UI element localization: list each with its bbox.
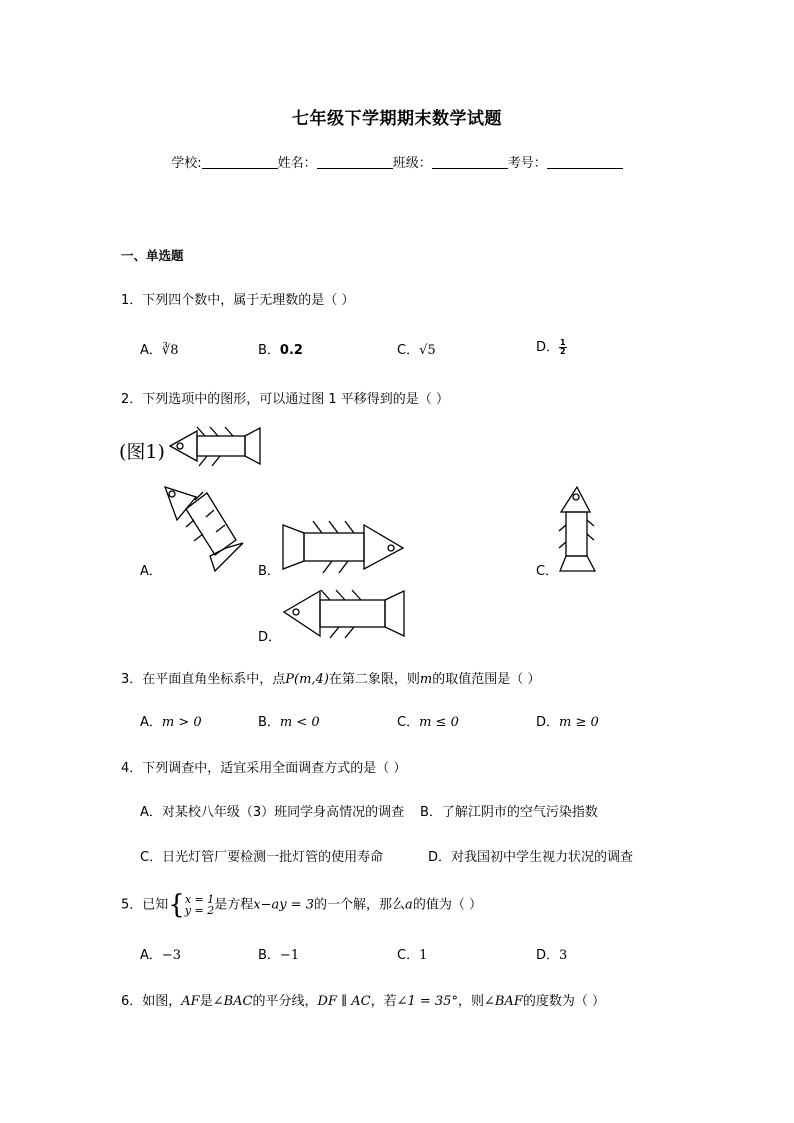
option-value: m < 0 — [279, 715, 320, 730]
option-label: C． — [397, 715, 420, 730]
equation-system — [185, 894, 214, 916]
q4-option-c[interactable]: C．日光灯管厂要检测一批灯管的使用寿命 — [140, 850, 384, 865]
math-angle: ∠BAF — [483, 994, 523, 1009]
math-angle: ∠1 = 35° — [396, 994, 458, 1009]
stem-text: 3．在平面直角坐标系中，点 — [121, 672, 286, 687]
fish-eye — [177, 443, 183, 449]
fish-tail — [560, 556, 595, 571]
option-label: D． — [536, 340, 560, 355]
system-line: y = 2 — [184, 904, 215, 917]
q3-stem — [121, 668, 540, 687]
q5-stem — [121, 890, 482, 920]
fish-body — [304, 533, 364, 561]
option-label: C． — [397, 343, 420, 358]
stem-text: 的平分线， — [252, 994, 318, 1009]
option-label: A． — [140, 715, 162, 730]
q6-stem — [121, 990, 605, 1009]
option-label: A． — [140, 948, 162, 963]
school-label: 学校: — [171, 156, 202, 171]
option-value: 0.2 — [279, 343, 303, 358]
fish-eye — [573, 494, 579, 500]
option-value: m ≥ 0 — [559, 715, 599, 730]
fish-head — [284, 591, 320, 636]
fraction-numerator: 1 — [560, 338, 566, 347]
fish-head — [364, 525, 403, 569]
option-value: √5 — [419, 343, 436, 358]
figure1-label: (图1) — [119, 441, 165, 463]
option-label: C． — [397, 948, 420, 963]
option-label: D． — [536, 948, 560, 963]
option-a-fish — [165, 487, 243, 571]
math-var: a — [405, 897, 413, 913]
option-value: −1 — [279, 948, 300, 963]
q5-option-a[interactable] — [140, 944, 181, 963]
q2-option-c-label[interactable]: C． — [536, 564, 559, 579]
stem-text: 的度数为（ ） — [522, 994, 605, 1009]
fraction-denominator: 2 — [560, 347, 566, 356]
stem-text: 5．已知 — [121, 897, 169, 913]
q3-option-d[interactable] — [536, 711, 599, 730]
class-label: 班级： — [392, 156, 432, 171]
stem-text: 是方程 — [214, 897, 254, 913]
fish-tail — [210, 543, 243, 571]
q4-option-d[interactable]: D．对我国初中学生视力状况的调查 — [428, 850, 634, 865]
q3-option-b[interactable] — [258, 711, 320, 730]
option-label: D． — [536, 715, 560, 730]
fish-eye — [169, 491, 175, 497]
fish-body — [566, 512, 587, 556]
name-label: 姓名： — [277, 156, 317, 171]
math-parallel: DF ∥ AC — [317, 994, 371, 1009]
fish-tail — [283, 525, 304, 569]
stem-text: 6．如图， — [121, 994, 182, 1009]
math-var: m — [419, 672, 433, 687]
q5-option-c[interactable] — [397, 944, 427, 963]
option-value: m ≤ 0 — [419, 715, 459, 730]
option-c-fish — [559, 487, 595, 571]
fish-tail — [385, 591, 404, 636]
option-b-fish — [283, 521, 403, 573]
q2-option-b-label[interactable]: B． — [258, 564, 280, 579]
q4-option-a[interactable]: A．对某校八年级（3）班同学身高情况的调查 — [140, 805, 405, 820]
section-heading: 一、单选题 — [121, 248, 184, 263]
option-value: 3 — [559, 948, 568, 963]
q4-option-b[interactable]: B．了解江阴市的空气污染指数 — [420, 805, 598, 820]
brace: { — [168, 890, 185, 920]
q2-option-d-label[interactable]: D． — [258, 630, 282, 645]
q5-option-b[interactable] — [258, 944, 299, 963]
figure1-fish — [170, 427, 260, 466]
math-angle: ∠BAC — [212, 994, 253, 1009]
fish-body — [320, 600, 385, 627]
fish-eye — [293, 609, 299, 615]
stem-text: ，则 — [457, 994, 484, 1009]
stem-text: 是 — [199, 994, 213, 1009]
option-label: A． — [140, 343, 162, 358]
q3-option-a[interactable] — [140, 711, 202, 730]
fish-body — [186, 493, 236, 555]
q4-stem: 4．下列调查中，适宜采用全面调查方式的是（ ） — [121, 761, 407, 776]
math-point: P(m,4) — [285, 672, 329, 687]
id-label: 考号： — [507, 156, 547, 171]
option-label: B． — [258, 948, 280, 963]
fish-body — [197, 436, 245, 456]
stem-text: 的值为（ ） — [412, 897, 482, 913]
option-d-fish — [284, 590, 404, 638]
stem-text: 的取值范围是（ ） — [432, 672, 541, 687]
stem-text: ，若 — [370, 994, 397, 1009]
option-value: 1 — [419, 948, 428, 963]
q5-option-d[interactable] — [536, 944, 567, 963]
math-segment: AF — [181, 994, 200, 1009]
option-value: ∛8 — [161, 343, 179, 358]
option-value: −3 — [161, 948, 182, 963]
q1-stem: 1．下列四个数中，属于无理数的是（ ） — [121, 293, 355, 308]
stem-text: 在第二象限，则 — [328, 672, 420, 687]
fish-tail — [245, 428, 260, 464]
system-line: x = 1 — [184, 893, 215, 906]
q2-option-a-label[interactable]: A． — [140, 564, 162, 579]
page-title: 七年级下学期期末数学试题 — [292, 109, 502, 129]
fish-eye — [388, 545, 394, 551]
option-value: m > 0 — [161, 715, 202, 730]
math-equation: x−ay = 3 — [253, 897, 315, 913]
q3-option-c[interactable] — [397, 711, 459, 730]
option-label: B． — [258, 715, 280, 730]
stem-text: 的一个解，那么 — [314, 897, 406, 913]
option-label: B． — [258, 343, 280, 358]
q2-stem: 2．下列选项中的图形，可以通过图 1 平移得到的是（ ） — [121, 392, 449, 407]
